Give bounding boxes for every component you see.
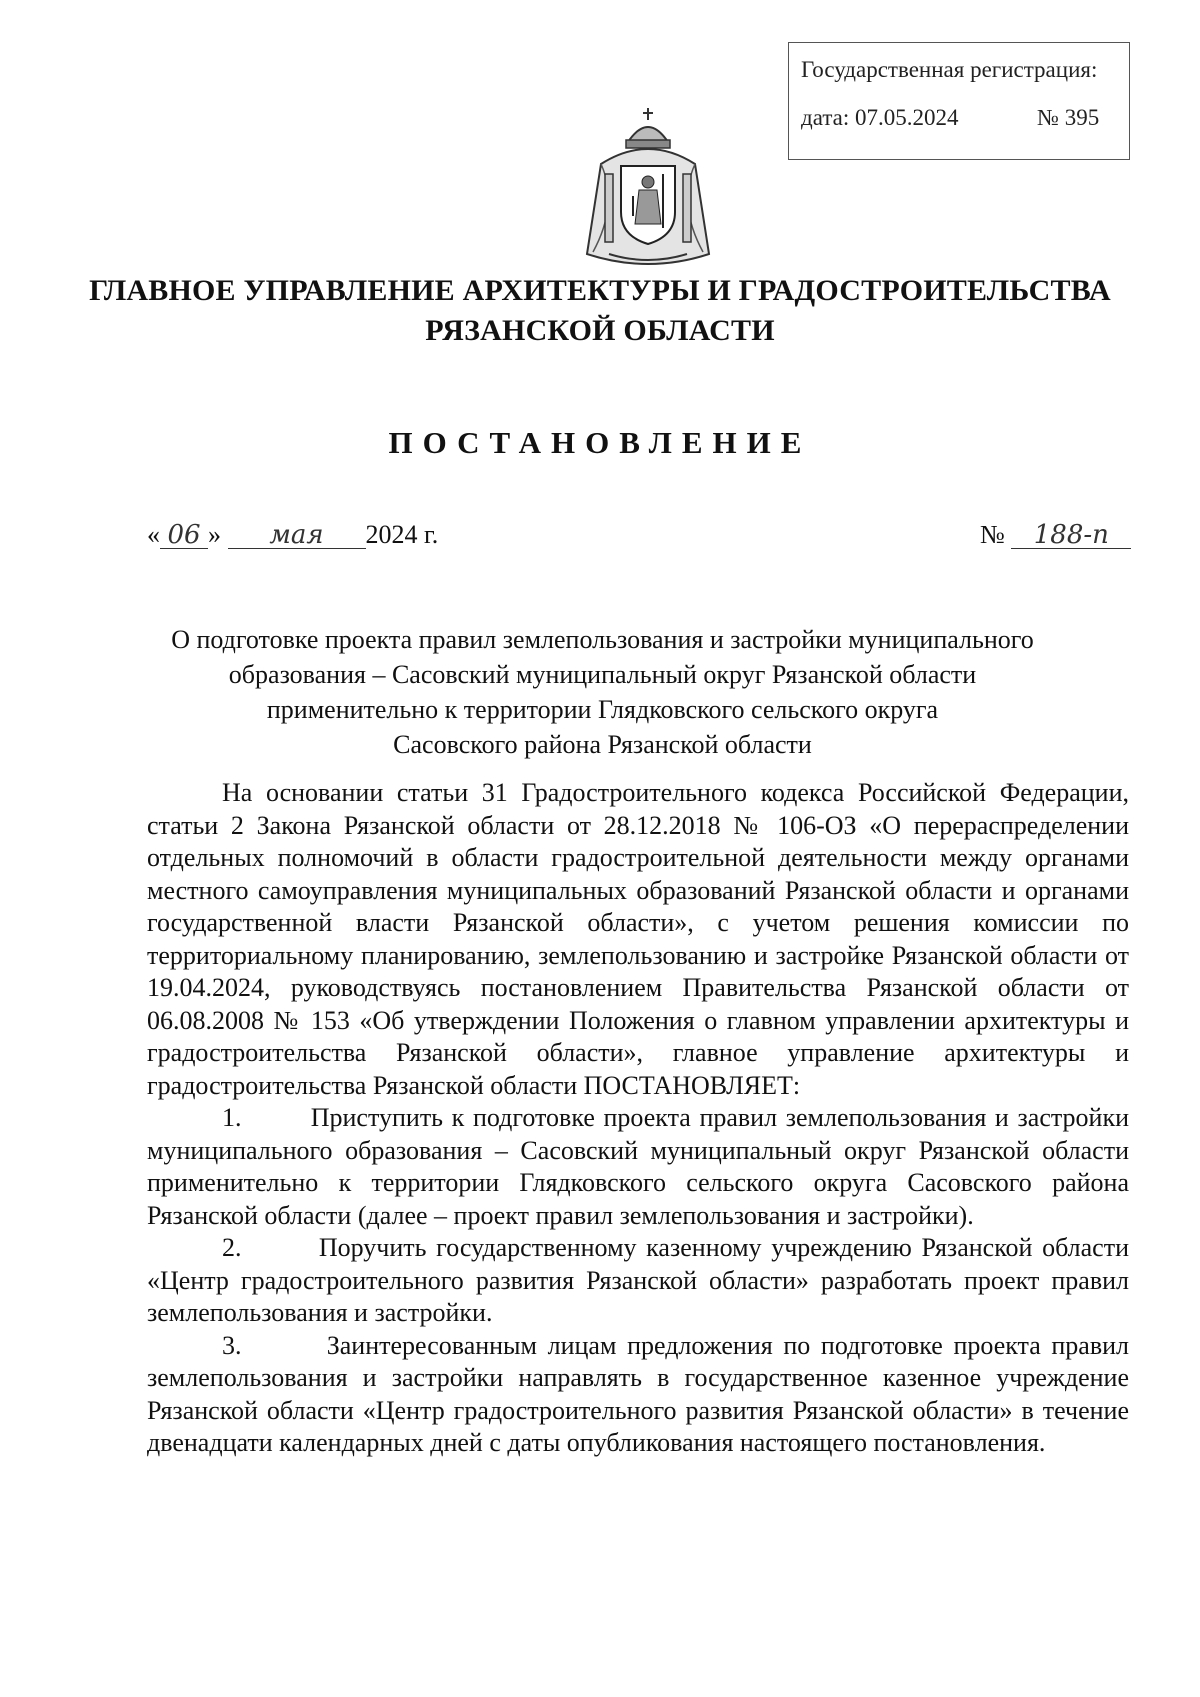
registration-date: дата: 07.05.2024	[801, 105, 959, 130]
handwritten-number: 188-п	[1011, 522, 1131, 549]
item-text: Поручить государственному казенному учреждению Рязанской области «Центр градостроительного развития Рязанской области» разработать проект правил землепользования и застройки.	[147, 1233, 1130, 1327]
resolution-item-3	[147, 1330, 1129, 1460]
item-number: 3.	[222, 1330, 242, 1360]
preamble-paragraph: На основании статьи 31 Градостроительного кодекса Российской Федерации, статьи 2 Закона Рязанской области от 28.12.2018 № 106-ОЗ «О перераспределении отдельных полномочий в области градостроительной деятельности между органами местного самоуправления муниципальных образований Рязанской области и органами государственной власти Рязанской области», с учетом решения комиссии по территориальному планированию, землепользованию и застройке Рязанской области от 19.04.2024, руководствуясь постановлением Правительства Рязанской области от 06.08.2008 № 153 «Об утверждении Положения о главном управлении архитектуры и градостроительства Рязанской области», главное управление архитектуры и градостроительства Рязанской области ПОСТАНОВЛЯЕТ:	[147, 778, 1129, 1100]
date-year: 2024 г.	[365, 520, 439, 549]
registration-title: Государственная регистрация:	[801, 57, 1098, 82]
document-number	[980, 520, 1131, 550]
document-date	[147, 520, 438, 550]
number-prefix: №	[980, 520, 1005, 549]
organization-name-line-2: РЯЗАНСКОЙ ОБЛАСТИ	[425, 314, 775, 347]
document-title	[140, 622, 1065, 762]
handwritten-day: 06	[160, 522, 208, 549]
state-registration-stamp	[788, 42, 1130, 160]
title-line: применительно к территории Глядковского сельского округа	[266, 695, 939, 724]
item-text: Заинтересованным лицам предложения по подготовке проекта правил землепользования и застройки направлять в государственное казенное учреждение Рязанской области «Центр градостроительного развития Рязанской области» в течение двенадцати календарных дней с даты опубликования настоящего постановления.	[147, 1330, 1130, 1457]
coat-of-arms-icon	[579, 104, 717, 270]
date-open-quote: «	[147, 520, 160, 549]
title-line: О подготовке проекта правил землепользования и застройки муниципального	[171, 625, 1034, 654]
resolution-item-1	[147, 1102, 1129, 1232]
document-type-heading: ПОСТАНОВЛЕНИЕ	[388, 425, 812, 460]
date-close-quote: »	[208, 520, 221, 549]
handwritten-month: мая	[228, 522, 366, 549]
item-number: 1.	[222, 1103, 242, 1132]
resolution-item-2	[147, 1232, 1129, 1330]
item-text: Приступить к подготовке проекта правил землепользования и застройки муниципального образования – Сасовский муниципальный округ Рязанской области применительно к территории Глядковского сельского округа Сасовского района Рязанской области (далее – проект правил землепользования и застройки).	[147, 1103, 1129, 1230]
registration-date-row	[801, 105, 1129, 131]
item-number: 2.	[222, 1233, 242, 1262]
document-body	[147, 777, 1129, 1460]
organization-name-line-1: ГЛАВНОЕ УПРАВЛЕНИЕ АРХИТЕКТУРЫ И ГРАДОСТРОИТЕЛЬСТВА	[89, 274, 1111, 307]
title-line: образования – Сасовский муниципальный округ Рязанской области	[228, 660, 977, 689]
registration-number: № 395	[1037, 105, 1100, 130]
title-line: Сасовского района Рязанской области	[393, 730, 812, 759]
